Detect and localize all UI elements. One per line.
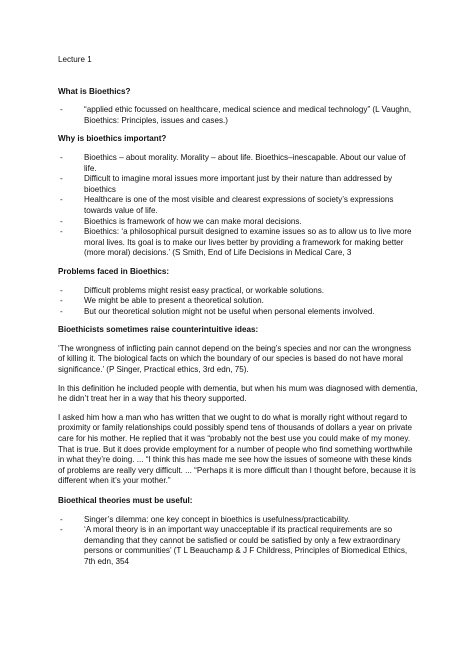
importance-list bbox=[58, 153, 418, 259]
section-heading-problems: Problems faced in Bioethics: bbox=[58, 266, 170, 276]
section-heading-why-important: Why is bioethics important? bbox=[58, 134, 167, 144]
problems-list bbox=[58, 286, 418, 318]
section-heading-counterintuitive: Bioethicists sometimes raise counterintuitive ideas: bbox=[58, 325, 259, 335]
list-item: - “applied ethic focussed on healthcare, medical science and medical technology” (L Vaughn, Bioethics: Principles, issues and cases.) bbox=[58, 105, 418, 126]
section-heading-what-is-bioethics: What is Bioethics? bbox=[58, 86, 131, 96]
list-item: - Difficult problems might resist easy practical, or workable solutions. bbox=[58, 286, 418, 297]
section-heading-useful-theories: Bioethical theories must be useful: bbox=[58, 496, 193, 505]
list-item: - We might be able to present a theoretical solution. bbox=[58, 296, 418, 307]
lecture-title: Lecture 1 bbox=[58, 55, 92, 64]
body-paragraph: In this definition he included people with dementia, but when his mum was diagnosed with dementia, he didn’t treat her in a way that his theory supported. bbox=[58, 383, 418, 404]
list-item: - Bioethics: ‘a philosophical pursuit designed to examine issues so as to allow us to live more moral lives. Its goal is to make our lives better by providing a framework for making better (more moral) decisions.’ (S Smith, End of Life Decisions in Medical Care, 3 bbox=[58, 227, 418, 259]
list-item: - Healthcare is one of the most visible and clearest expressions of society’s expressions towards value of life. bbox=[58, 195, 418, 216]
list-item: - Difficult to imagine moral issues more important just by their nature than addressed by bioethics bbox=[58, 174, 418, 195]
list-item: - Bioethics is framework of how we can make moral decisions. bbox=[58, 217, 418, 228]
list-item: - But our theoretical solution might not be useful when personal elements involved. bbox=[58, 307, 418, 318]
list-item: - Bioethics – about morality. Morality – about life. Bioethics–inescapable. About our value of life. bbox=[58, 153, 418, 174]
useful-theories-list bbox=[58, 515, 418, 568]
list-item: - Singer’s dilemma: one key concept in bioethics is usefulness/practicability. bbox=[58, 515, 418, 526]
list-item: - ‘A moral theory is in an important way unacceptable if its practical requirements are so demanding that they cannot be satisfied or could be satisfied by only a few extraordinary persons or communities’ (T L Beauchamp & J F Childress, Principles of Biomedical Ethics, 7th edn, 354 bbox=[58, 525, 418, 567]
body-paragraph: I asked him how a man who has written that we ought to do what is morally right without regard to proximity or family relationships could possibly spend tens of thousands of dollars a year on private care for his mother. He replied that it was “probably not the best use you could make of my money. That is true. But it does provide employment for a number of people who find something worthwhile in what they’re doing. ... “I think this has made me see how the issues of someone with these kinds of problems are really very difficult. ... “Perhaps it is more difficult than I thought before, because it is different when it’s your mother.” bbox=[58, 412, 416, 486]
quote-paragraph: ‘The wrongness of inflicting pain cannot depend on the being’s species and nor can the wrongness of killing it. The biological facts on which the boundary of our species is based do not have moral significance.’ (P Singer, Practical ethics, 3rd edn, 75). bbox=[58, 343, 412, 375]
definition-list bbox=[58, 105, 418, 126]
